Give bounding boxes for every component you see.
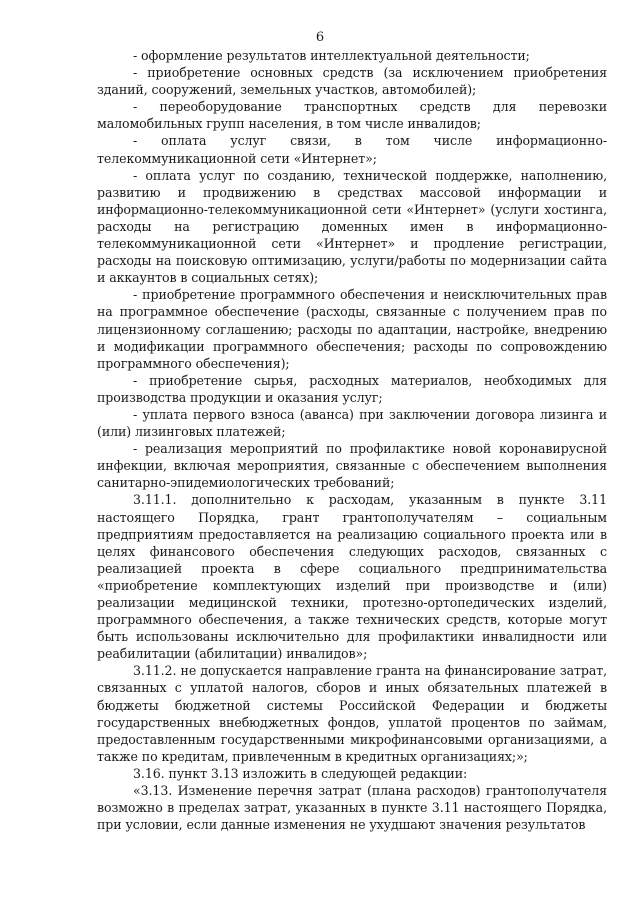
paragraph: - оплата услуг по созданию, технической поддержке, наполнению, развитию и продвижению в средствах массовой информации и информационно-телекоммуникационной сети «Интернет» (услуги хостинга, расходы на регистрацию доменных имен в информационно-телекоммуникационной сети «Интернет» и продление регистрации, расходы на поисковую оптимизацию, услуги/работы по модернизации сайта и аккаунтов в социальных сетях); — [97, 167, 607, 286]
page-number: 6 — [315, 30, 325, 45]
paragraph: - переоборудование транспортных средств для перевозки маломобильных групп населения, в том числе инвалидов; — [97, 99, 607, 132]
paragraph: 3.11.1. дополнительно к расходам, указанным в пункте 3.11 настоящего Порядка, грант грантополучателям – социальным предприятиям предоставляется на реализацию социального проекта или в целях финансового обеспечения следующих расходов, связанных с реализацией проекта в сфере социального предпринимательства «приобретение комплектующих изделий при производстве и (или) реализации медицинской техники, протезно-ортопедических изделий, программного обеспечения, а также технических средств, которые могут быть использованы исключительно для профилактики инвалидности или реабилитации (абилитации) инвалидов»; — [97, 492, 607, 662]
paragraph: «3.13. Изменение перечня затрат (плана расходов) грантополучателя возможно в пределах затрат, указанных в пункте 3.11 настоящего Порядка, при условии, если данные изменения не ухудшают значения результатов — [97, 783, 607, 833]
paragraph: - оформление результатов интеллектуальной деятельности; — [133, 48, 530, 63]
paragraph: - приобретение сырья, расходных материалов, необходимых для производства продукции и оказания услуг; — [97, 372, 607, 405]
paragraph: - приобретение программного обеспечения и неисключительных прав на программное обеспечение (расходы, связанные с получением прав по лицензионному соглашению; расходы по адаптации, настройке, внедрению и модификации программного обеспечения; расходы по сопровождению программного обеспечения); — [97, 287, 607, 371]
paragraph: - реализация мероприятий по профилактике новой коронавирусной инфекции, включая мероприятия, связанные с обеспечением выполнения санитарно-эпидемиологических требований; — [97, 441, 607, 491]
paragraph: 3.11.2. не допускается направление гранта на финансирование затрат, связанных с уплатой налогов, сборов и иных обязательных платежей в бюджеты бюджетной системы Российской Федерации и бюджеты государственных внебюджетных фондов, уплатой процентов по займам, предоставленным государственными микрофинансовыми организациями, а также по кредитам, привлеченным в кредитных организациях;»; — [97, 663, 607, 764]
paragraph: - оплата услуг связи, в том числе информационно-телекоммуникационной сети «Интернет»; — [97, 133, 607, 166]
paragraph: - уплата первого взноса (аванса) при заключении договора лизинга и (или) лизинговых платежей; — [97, 406, 607, 440]
document-body — [97, 47, 607, 833]
paragraph: - приобретение основных средств (за исключением приобретения зданий, сооружений, земельных участков, автомобилей); — [97, 65, 607, 98]
paragraph: 3.16. пункт 3.13 изложить в следующей редакции: — [133, 765, 468, 781]
